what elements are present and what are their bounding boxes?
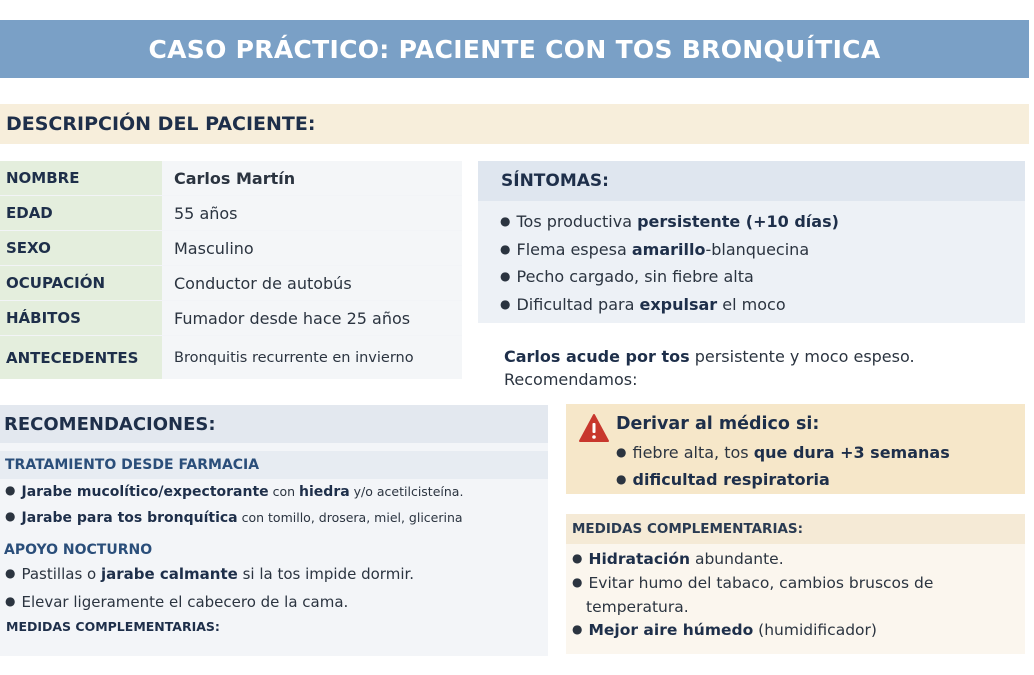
bullet-dot-icon: ● bbox=[500, 296, 511, 311]
patient-table bbox=[0, 161, 462, 379]
patient-label: HÁBITOS bbox=[0, 301, 162, 335]
list-item: ● Flema espesa amarillo-blanquecina bbox=[500, 239, 810, 259]
patient-value: Carlos Martín bbox=[162, 161, 462, 195]
patient-section-header bbox=[0, 104, 1029, 144]
patient-section-title: DESCRIPCIÓN DEL PACIENTE: bbox=[6, 113, 316, 135]
patient-row-habits bbox=[0, 301, 462, 336]
patient-label: SEXO bbox=[0, 231, 162, 265]
list-item: ● dificultad respiratoria bbox=[616, 470, 830, 489]
symptoms-title: SÍNTOMAS: bbox=[478, 161, 1025, 201]
extra-measures-title: MEDIDAS COMPLEMENTARIAS: bbox=[6, 619, 220, 634]
patient-row-age bbox=[0, 196, 462, 231]
patient-label: OCUPACIÓN bbox=[0, 266, 162, 300]
intro-text: Carlos acude por tos persistente y moco espeso. Recomendamos: bbox=[504, 347, 915, 389]
list-item: ● Tos productiva persistente (+10 días) bbox=[500, 212, 839, 231]
bullet-dot-icon: ● bbox=[616, 445, 627, 459]
patient-value: 55 años bbox=[162, 196, 462, 230]
patient-value: Fumador desde hace 25 años bbox=[162, 301, 462, 335]
bullet-dot-icon: ● bbox=[500, 269, 511, 283]
referral-title: Derivar al médico si: bbox=[616, 414, 820, 434]
list-item: ● Evitar humo del tabaco, cambios bruscos de temperatura. bbox=[572, 574, 934, 616]
bullet-dot-icon: ● bbox=[5, 566, 16, 580]
measures-title: MEDIDAS COMPLEMENTARIAS: bbox=[566, 514, 1025, 544]
page-title: CASO PRÁCTICO: PACIENTE CON TOS BRONQUÍTICA bbox=[148, 34, 881, 64]
list-item: ● Pecho cargado, sin fiebre alta bbox=[500, 267, 754, 286]
bullet-dot-icon: ● bbox=[572, 551, 583, 565]
treatment-list bbox=[0, 479, 548, 531]
referral-panel bbox=[566, 404, 1025, 494]
bullet-dot-icon: ● bbox=[616, 472, 627, 486]
patient-value: Conductor de autobús bbox=[162, 266, 462, 300]
measures-panel bbox=[566, 514, 1025, 654]
patient-label: ANTECEDENTES bbox=[0, 336, 162, 379]
bullet-dot-icon: ● bbox=[572, 622, 583, 636]
list-item: ● Pastillas o jarabe calmante si la tos impide dormir. bbox=[5, 565, 415, 583]
measures-list bbox=[566, 544, 1025, 643]
list-item: ● Dificultad para expulsar el moco bbox=[500, 294, 786, 314]
bullet-dot-icon: ● bbox=[5, 594, 16, 608]
treatment-title: TRATAMIENTO DESDE FARMACIA bbox=[0, 451, 548, 479]
symptoms-panel bbox=[478, 161, 1025, 323]
patient-value: Masculino bbox=[162, 231, 462, 265]
patient-label: EDAD bbox=[0, 196, 162, 230]
list-item: ● Hidratación abundante. bbox=[572, 550, 784, 568]
bullet-dot-icon: ● bbox=[5, 509, 16, 523]
list-item: ● Jarabe mucolítico/expectorante con hiedra y/o acetilcisteína. bbox=[5, 483, 464, 500]
referral-list bbox=[616, 440, 950, 494]
title-bar bbox=[0, 20, 1029, 78]
patient-row-sex bbox=[0, 231, 462, 266]
recommendations-panel bbox=[0, 405, 548, 656]
patient-row-name bbox=[0, 161, 462, 196]
list-item: ● fiebre alta, tos que dura +3 semanas bbox=[616, 443, 950, 462]
list-item: ● Mejor aire húmedo (humidificador) bbox=[572, 621, 877, 639]
patient-label: NOMBRE bbox=[0, 161, 162, 195]
bullet-dot-icon: ● bbox=[572, 575, 583, 589]
patient-value: Bronquitis recurrente en invierno bbox=[162, 336, 462, 379]
symptoms-list bbox=[478, 201, 1025, 319]
recommendations-title: RECOMENDACIONES: bbox=[0, 405, 548, 443]
night-support-list bbox=[0, 561, 548, 617]
night-support-title: APOYO NOCTURNO bbox=[4, 542, 153, 558]
bullet-dot-icon: ● bbox=[500, 241, 511, 256]
list-item: ● Jarabe para tos bronquítica con tomillo, drosera, miel, glicerina bbox=[5, 509, 463, 526]
list-item: ● Elevar ligeramente el cabecero de la cama. bbox=[5, 593, 349, 611]
warning-triangle-icon bbox=[578, 413, 610, 443]
patient-row-history bbox=[0, 336, 462, 379]
bullet-dot-icon: ● bbox=[5, 483, 16, 497]
bullet-dot-icon: ● bbox=[500, 214, 511, 228]
patient-row-occupation bbox=[0, 266, 462, 301]
